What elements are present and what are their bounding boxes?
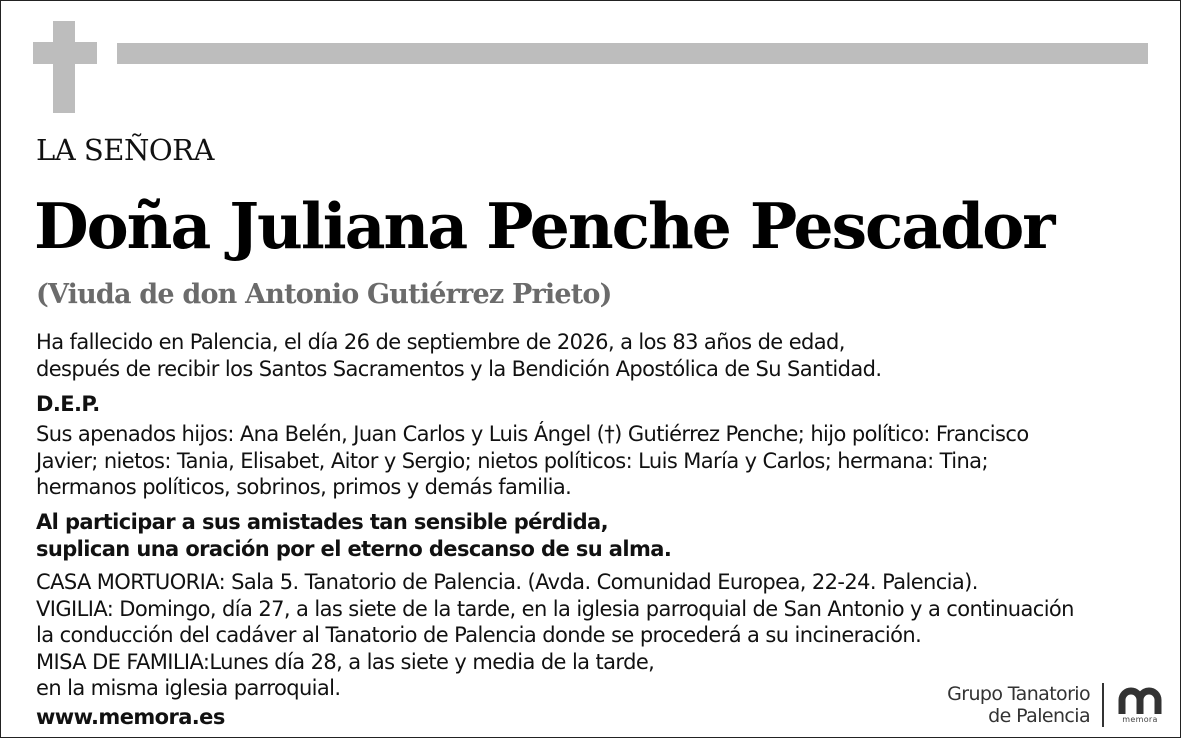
family-list [36, 421, 1161, 501]
request-line: suplican una oración por el eterno descanso de su alma. [36, 536, 672, 561]
memora-label: memora [1122, 715, 1158, 724]
announcement-line: Ha fallecido en Palencia, el día 26 de septiembre de 2026, a los 83 años de edad, [36, 330, 845, 354]
family-line: Javier; nietos: Tania, Elisabet, Aitor y Sergio; nietos políticos: Luis María y Carlos; hermana: Tina; [36, 448, 988, 473]
funeral-home-logo [947, 683, 1164, 727]
request-line: Al participar a sus amistades tan sensible pérdida, [36, 510, 608, 534]
logo-divider [1102, 683, 1104, 727]
logo-line-1: Grupo Tanatorio [947, 683, 1090, 705]
details-line: la conducción del cadáver al Tanatorio de Palencia donde se procederá a su incineración. [36, 623, 922, 647]
announcement-line: después de recibir los Santos Sacramentos y la Bendición Apostólica de Su Santidad. [36, 356, 882, 381]
header-bar [117, 43, 1148, 64]
widow-of: (Viuda de don Antonio Gutiérrez Prieto) [36, 279, 612, 310]
family-line: Sus apenados hijos: Ana Belén, Juan Carlos y Luis Ángel (†) Gutiérrez Penche; hijo político: Francisco [36, 422, 1029, 446]
dep-label: D.E.P. [36, 392, 100, 416]
logo-line-2: de Palencia [988, 705, 1090, 727]
website-link[interactable]: www.memora.es [36, 705, 225, 729]
details-line: CASA MORTUORIA: Sala 5. Tanatorio de Palencia. (Avda. Comunidad Europea, 22-24. Palencia). [36, 570, 978, 594]
details-line: MISA DE FAMILIA:Lunes día 28, a las siete y media de la tarde, [36, 649, 655, 674]
cross-icon-arm [33, 42, 97, 64]
title-prefix: LA SEÑORA [36, 133, 214, 167]
cross-icon [53, 21, 75, 113]
request-prayer [36, 509, 1161, 562]
details-line: VIGILIA: Domingo, día 27, a las siete de la tarde, en la iglesia parroquial de San Antonio y a continuación [36, 596, 1074, 621]
deceased-name: Doña Juliana Penche Pescador [34, 189, 1054, 263]
announcement [36, 329, 1161, 382]
memora-logo-icon [1116, 686, 1164, 724]
memora-m-icon [1117, 686, 1163, 714]
family-line: hermanos políticos, sobrinos, primos y demás familia. [36, 475, 572, 499]
logo-text [947, 683, 1090, 727]
details-line: en la misma iglesia parroquial. [36, 676, 341, 700]
service-details [36, 569, 1161, 702]
